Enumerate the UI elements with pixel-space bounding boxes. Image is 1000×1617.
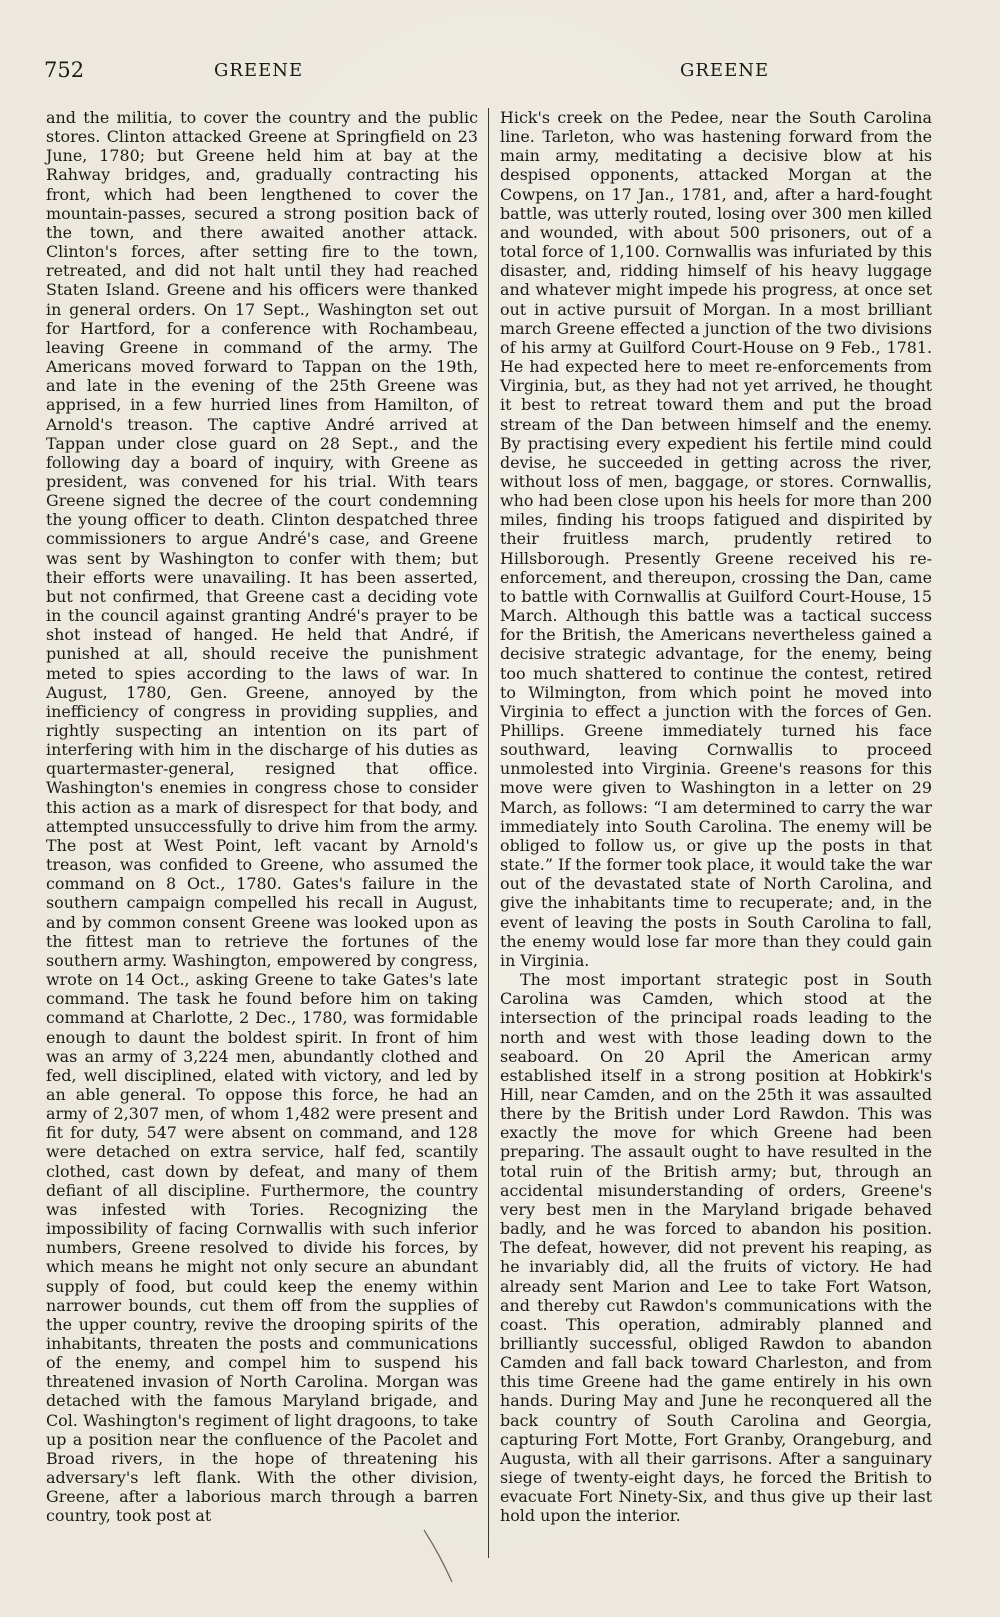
right-paragraph-2: The most important strategic post in South Carolina was Camden, which stood at the intersection of the principal roads leading to the north and west with those leading down to the seaboard. On 20 April the American army established itself in a strong position at Hobkirk's Hill, near Camden, and on the 25th it was assaulted there by the British under Lord Rawdon. This was exactly the move for which Greene had been preparing. The assault ought to have resulted in the total ruin of the British army; but, through an accidental misunderstanding of orders, Greene's very best men in the Maryland brigade behaved badly, and he was forced to abandon his position. The defeat, however, did not prevent his reaping, as he invariably did, all the fruits of victory. He had already sent Marion and Lee to take Fort Watson, and thereby cut Rawdon's communications with the coast. This operation, admirably planned and brilliantly successful, obliged Rawdon to abandon Camden and fall back toward Charleston, and from this time Greene had the game entirely in his own hands. During May and June he reconquered all the back country of South Carolina and Georgia, capturing Fort Motte, Fort Granby, Orangeburg, and Augusta, with all their garrisons. After a sanguinary siege of twenty-eight days, he forced the British to evacuate Fort Ninety-Six, and thus give up their last hold upon the interior. bbox=[500, 970, 932, 1526]
left-paragraph-1: and the militia, to cover the country and the public stores. Clinton attacked Greene at Springfield on 23 June, 1780; but Greene held him at bay at the Rahway bridges, and, gradually contracting his front, which had been lengthened to cover the mountain-passes, secured a strong position back of the town, and there awaited another attack. Clinton's forces, after setting fire to the town, retreated, and did not halt until they had reached Staten Island. Greene and his officers were thanked in general orders. On 17 Sept., Washington set out for Hartford, for a conference with Rochambeau, leaving Greene in command of the army. The Americans moved forward to Tappan on the 19th, and late in the evening of the 25th Greene was apprised, in a few hurried lines from Hamilton, of Arnold's treason. The captive André arrived at Tappan under close guard on 28 Sept., and the following day a board of inquiry, with Greene as president, was convened for his trial. With tears Greene signed the decree of the court condemning the young officer to death. Clinton despatched three commissioners to argue André's case, and Greene was sent by Washington to confer with them; but their efforts were unavailing. It has been asserted, but not confirmed, that Greene cast a deciding vote in the council against granting André's prayer to be shot instead of hanged. He held that André, if punished at all, should receive the punishment meted to spies according to the laws of war. In August, 1780, Gen. Greene, annoyed by the inefficiency of congress in providing supplies, and rightly suspecting an intention on its part of interfering with him in the discharge of his duties as quartermaster-general, resigned that office. Washington's enemies in congress chose to consider this action as a mark of disrespect for that body, and attempted unsuccessfully to drive him from the army. The post at West Point, left vacant by Arnold's treason, was confided to Greene, who assumed the command on 8 Oct., 1780. Gates's failure in the southern campaign compelled his recall in August, and by common consent Greene was looked upon as the fittest man to retrieve the fortunes of the southern army. Washington, empowered by congress, wrote on 14 Oct., asking Greene to take Gates's late command. The task he found before him on taking command at Charlotte, 2 Dec., 1780, was formidable enough to daunt the boldest spirit. In front of him was an army of 3,224 men, abundantly clothed and fed, well disciplined, elated with victory, and led by an able general. To oppose this force, he had an army of 2,307 men, of whom 1,482 were present and fit for duty, 547 were absent on command, and 128 were detached on extra service, half fed, scantily clothed, cast down by defeat, and many of them defiant of all discipline. Furthermore, the country was infested with Tories. Recognizing the impossibility of facing Cornwallis with such inferior numbers, Greene resolved to divide his forces, by which means he might not only secure an abundant supply of food, but could keep the enemy within narrower bounds, cut them off from the supplies of the upper country, revive the drooping spirits of the inhabitants, threaten the posts and communications of the enemy, and compel him to suspend his threatened invasion of North Carolina. Morgan was detached with the famous Maryland brigade, and Col. Washington's regiment of light dragoons, to take up a position near the confluence of the Pacolet and Broad rivers, in the hope of threatening his adversary's left flank. With the other division, Greene, after a laborious march through a barren country, took post at bbox=[46, 108, 478, 1526]
right-paragraph-1: Hick's creek on the Pedee, near the South Carolina line. Tarleton, who was hastening forward from the main army, meditating a decisive blow at his despised opponents, attacked Morgan at the Cowpens, on 17 Jan., 1781, and, after a hard-fought battle, was utterly routed, losing over 300 men killed and wounded, with about 500 prisoners, out of a total force of 1,100. Cornwallis was infuriated by this disaster, and, ridding himself of his heavy luggage and whatever might impede his progress, at once set out in active pursuit of Morgan. In a most brilliant march Greene effected a junction of the two divisions of his army at Guilford Court-House on 9 Feb., 1781. He had expected here to meet re-enforcements from Virginia, but, as they had not yet arrived, he thought it best to retreat toward them and put the broad stream of the Dan between himself and the enemy. By practising every expedient his fertile mind could devise, he succeeded in getting across the river, without loss of men, baggage, or stores. Cornwallis, who had been close upon his heels for more than 200 miles, finding his troops fatigued and dispirited by their fruitless march, prudently retired to Hillsborough. Presently Greene received his re-enforcement, and thereupon, crossing the Dan, came to battle with Cornwallis at Guilford Court-House, 15 March. Although this battle was a tactical success for the British, the Americans nevertheless gained a decisive strategic advantage, for the enemy, being too much shattered to continue the contest, retired to Wilmington, from which point he moved into Virginia to effect a junction with the forces of Gen. Phillips. Greene immediately turned his face southward, leaving Cornwallis to proceed unmolested into Virginia. Greene's reasons for this move were given to Washington in a letter on 29 March, as follows: “I am determined to carry the war immediately into South Carolina. The enemy will be obliged to follow us, or give up the posts in that state.” If the former took place, it would take the war out of the devastated state of North Carolina, and give the inhabitants time to recuperate; and, in the event of leaving the posts in South Carolina to fall, the enemy would lose far more than they could gain in Virginia. bbox=[500, 108, 932, 970]
left-running-title: GREENE bbox=[214, 60, 304, 81]
right-running-title: GREENE bbox=[680, 60, 770, 81]
page-number: 752 bbox=[44, 58, 85, 82]
